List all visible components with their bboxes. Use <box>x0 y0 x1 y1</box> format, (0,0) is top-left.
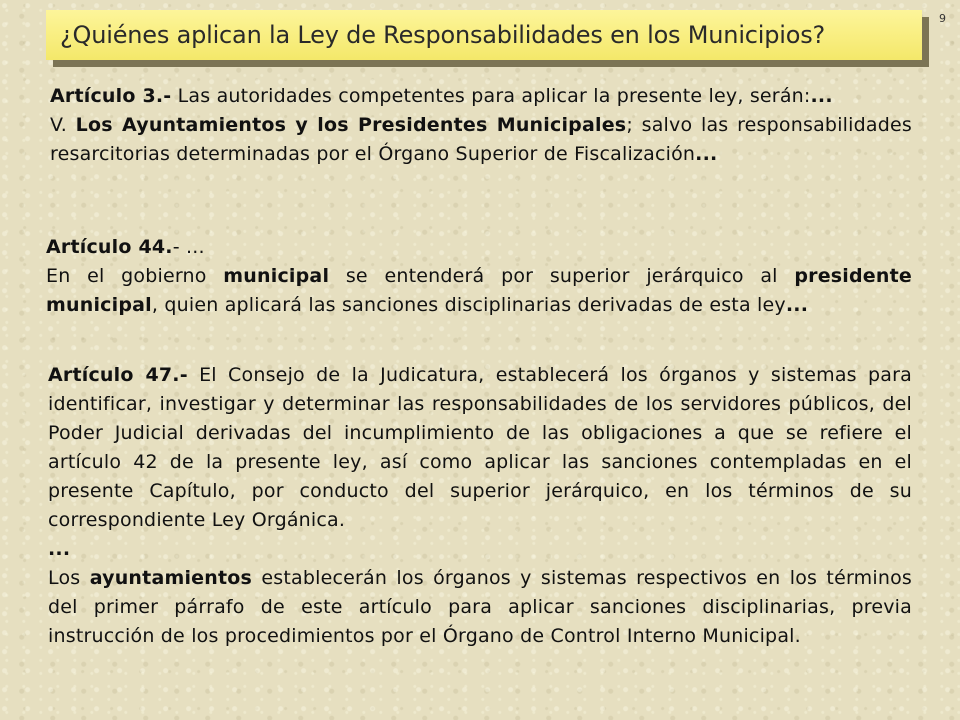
item-v-text: ; salvo las responsabilidades resarcitorias determinadas por el Órgano Superior de Fiscalización <box>50 114 912 165</box>
article-44-heading-line <box>46 233 912 262</box>
article-44-heading-rest: - ... <box>172 236 205 258</box>
article-3-item-v <box>50 111 912 169</box>
article-44-bold-2: presidente municipal <box>46 265 912 316</box>
article-44-text-1: En el gobierno <box>46 265 224 287</box>
slide-title-bar <box>46 10 922 60</box>
article-47-bold: ayuntamientos <box>89 567 253 589</box>
page-number: 9 <box>939 12 946 25</box>
article-44-text-3: , quien aplicará las sanciones disciplinarias derivadas de esta ley <box>151 294 786 316</box>
article-47-paragraph-2 <box>48 564 912 651</box>
article-44-ellipsis: ... <box>785 294 809 316</box>
article-44-text-2: se entenderá por superior jerárquico al <box>329 265 795 287</box>
article-47-heading: Artículo 47.- <box>48 364 188 386</box>
article-47-text: El Consejo de la Judicatura, establecerá los órganos y sistemas para identificar, investigar y determinar las responsabilidades de los servidores públicos, del Poder Judicial derivadas del incumplimiento de las obligaciones a que se refiere el artículo 42 de la presente ley, así como aplicar las sanciones contempladas en el presente Capítulo, por conducto del superior jerárquico, en los términos de su correspondiente Ley Orgánica. <box>48 364 912 531</box>
article-44-bold-1: municipal <box>223 265 330 287</box>
slide-title: ¿Quiénes aplican la Ley de Responsabilidades en los Municipios? <box>60 21 826 49</box>
article-47-text-3: establecerán los órganos y sistemas respectivos en los términos del primer párrafo de este artículo para aplicar sanciones disciplinarias, previa instrucción de los procedimientos por el Órgano de Control Interno Municipal. <box>48 567 912 647</box>
item-v-bold: Los Ayuntamientos y los Presidentes Municipales <box>75 114 627 136</box>
article-44-heading: Artículo 44. <box>46 236 173 258</box>
item-v-prefix: V. <box>50 114 76 136</box>
article-44-block <box>46 233 912 320</box>
article-3-block <box>50 82 912 169</box>
article-44-paragraph <box>46 262 912 320</box>
article-3-ellipsis: ... <box>810 85 833 107</box>
item-v-ellipsis: ... <box>695 143 718 165</box>
article-47-block <box>48 361 912 651</box>
article-47-paragraph <box>48 361 912 535</box>
article-3-paragraph <box>50 82 912 111</box>
article-47-text-2: Los <box>48 567 90 589</box>
article-3-text: Las autoridades competentes para aplicar la presente ley, serán: <box>171 85 811 107</box>
article-47-ellipsis: ... <box>48 538 71 560</box>
article-3-heading: Artículo 3.- <box>50 85 172 107</box>
